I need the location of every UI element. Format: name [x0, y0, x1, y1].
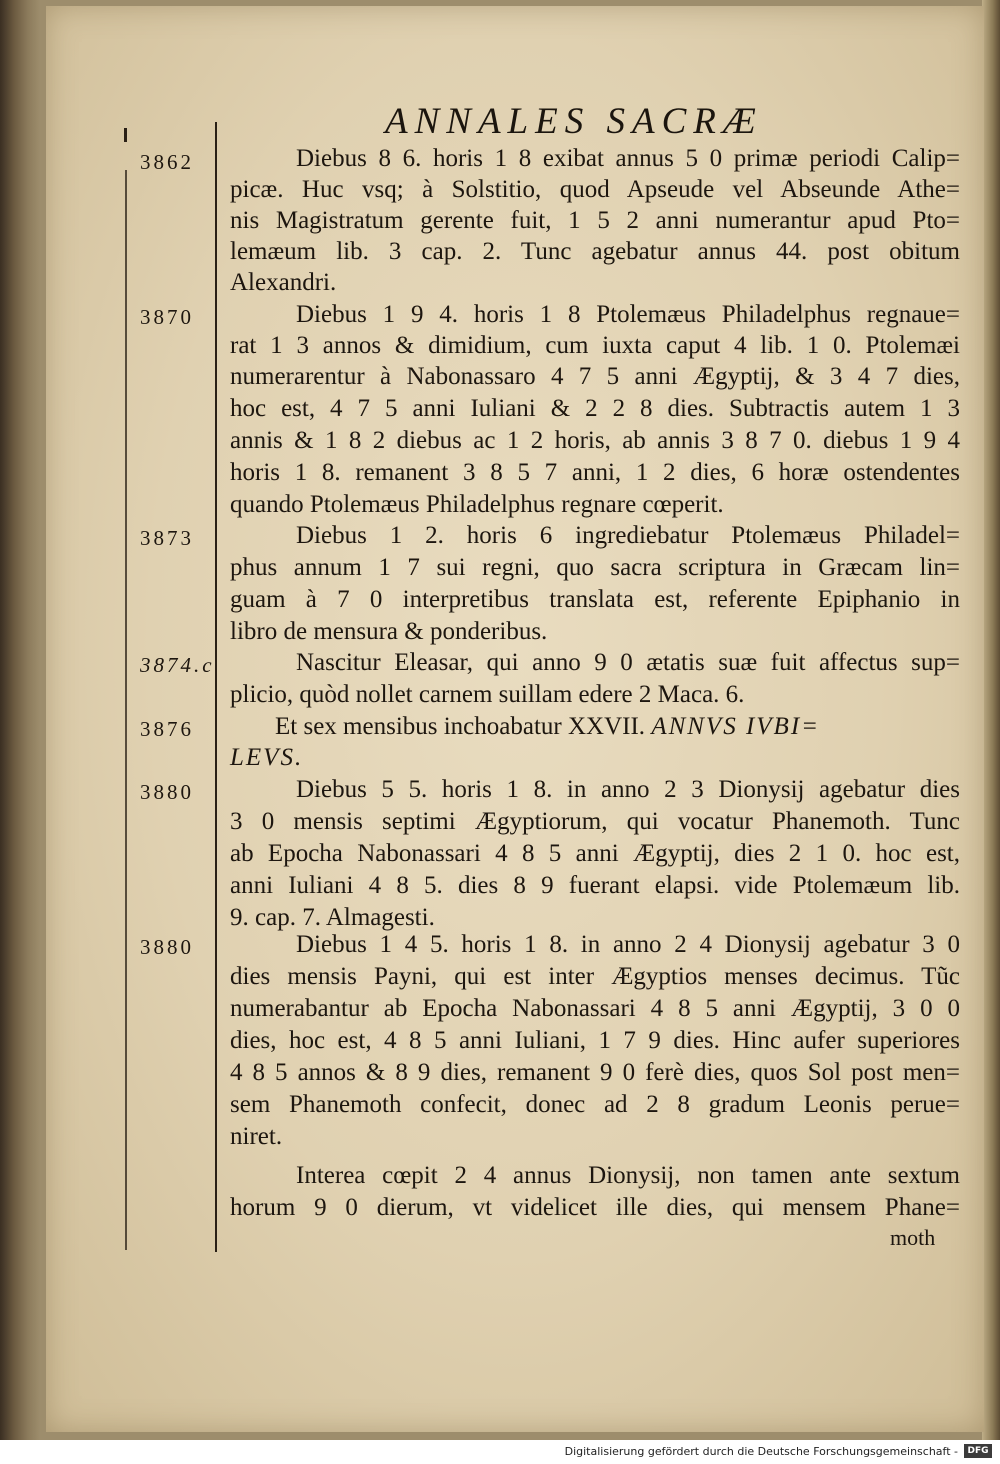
text-line: Diebus 8 6. horis 1 8 exibat annus 5 0 primæ periodi Calip=: [296, 145, 960, 172]
year-label: 3873: [140, 526, 194, 550]
text-line: dies, hoc est, 4 8 5 anni Iuliani, 1 7 9 dies. Hinc aufer superiores: [230, 1027, 960, 1054]
text-line: nis Magistratum gerente fuit, 1 5 2 anni numerantur apud Pto=: [230, 207, 960, 234]
outer-margin-rule: [125, 170, 127, 1250]
text-line: horum 9 0 dierum, vt videlicet ille dies, qui mensem Phane=: [230, 1194, 960, 1221]
text-line: sem Phanemoth confecit, donec ad 2 8 gradum Leonis perue=: [230, 1091, 960, 1118]
year-label: 3880: [140, 780, 194, 804]
year-label: 3880: [140, 935, 194, 959]
text-line: anni Iuliani 4 8 5. dies 8 9 fuerant elapsi. vide Ptolemæum lib.: [230, 872, 960, 899]
text-line: numerabantur ab Epocha Nabonassari 4 8 5 anni Ægyptij, 3 0 0: [230, 995, 960, 1022]
text-line: dies mensis Payni, qui est inter Ægyptios menses decimus. Tũc: [230, 963, 960, 990]
year-label: 3876: [140, 717, 194, 741]
text-line: numerarentur à Nabonassaro 4 7 5 anni Ægyptij, & 3 4 7 dies,: [230, 363, 960, 390]
text-line: picæ. Huc vsq; à Solstitio, quod Apseude vel Abseunde Athe=: [230, 176, 960, 203]
page-title: ANNALES SACRÆ: [385, 101, 763, 142]
text-line: Et sex mensibus inchoabatur XXVII. ANNVS IVBI=: [275, 713, 821, 740]
text-line: quando Ptolemæus Philadelphus regnare cœperit.: [230, 491, 724, 518]
text-line: libro de mensura & ponderibus.: [230, 618, 548, 645]
text-line: phus annum 1 7 sui regni, quo sacra scriptura in Græcam lin=: [230, 554, 960, 581]
text-line: horis 1 8. remanent 3 8 5 7 anni, 1 2 dies, 6 horæ ostendentes: [230, 459, 960, 486]
catchword: moth: [890, 1225, 936, 1250]
text-line: Diebus 1 9 4. horis 1 8 Ptolemæus Philadelphus regnaue=: [296, 301, 960, 328]
year-column-rule: [215, 122, 217, 1252]
year-label: 3874.c: [140, 653, 215, 677]
book-edge: [982, 0, 1000, 1440]
text-line: Diebus 1 4 5. horis 1 8. in anno 2 4 Dionysij agebatur 3 0: [296, 931, 960, 958]
text-line: LEVS.: [230, 744, 304, 771]
footer-credit: Digitalisierung gefördert durch die Deutsche Forschungsgemeinschaft -: [564, 1445, 958, 1458]
text-line: hoc est, 4 7 5 anni Iuliani & 2 2 8 dies. Subtractis autem 1 3: [230, 395, 960, 422]
year-label: 3870: [140, 305, 194, 329]
margin-tick: [124, 128, 127, 142]
text-line: plicio, quòd nollet carnem suillam edere 2 Maca. 6.: [230, 681, 745, 708]
text-line: niret.: [230, 1123, 283, 1150]
text-line: 9. cap. 7. Almagesti.: [230, 904, 435, 931]
text-line: 3 0 mensis septimi Ægyptiorum, qui vocatur Phanemoth. Tunc: [230, 808, 960, 835]
digitization-footer: [0, 1440, 1000, 1464]
dfg-logo: DFG: [964, 1444, 992, 1458]
text-line: guam à 7 0 interpretibus translata est, referente Epiphanio in: [230, 586, 960, 613]
text-line: Alexandri.: [230, 269, 337, 296]
text-line: Interea cœpit 2 4 annus Dionysij, non tamen ante sextum: [296, 1162, 960, 1189]
text-line: Nascitur Eleasar, qui anno 9 0 ætatis suæ fuit affectus sup=: [296, 649, 960, 676]
text-line: 4 8 5 annos & 8 9 dies, remanent 9 0 ferè dies, quos Sol post men=: [230, 1059, 960, 1086]
text-line: rat 1 3 annos & dimidium, cum iuxta caput 4 lib. 1 0. Ptolemæi: [230, 332, 960, 359]
text-line: lemæum lib. 3 cap. 2. Tunc agebatur annus 44. post obitum: [230, 238, 960, 265]
year-label: 3862: [140, 150, 194, 174]
text-line: annis & 1 8 2 diebus ac 1 2 horis, ab annis 3 8 7 0. diebus 1 9 4: [230, 427, 960, 454]
text-line: Diebus 1 2. horis 6 ingrediebatur Ptolemæus Philadel=: [296, 522, 960, 549]
text-line: Diebus 5 5. horis 1 8. in anno 2 3 Dionysij agebatur dies: [296, 776, 960, 803]
text-line: ab Epocha Nabonassari 4 8 5 anni Ægyptij, dies 2 1 0. hoc est,: [230, 840, 960, 867]
